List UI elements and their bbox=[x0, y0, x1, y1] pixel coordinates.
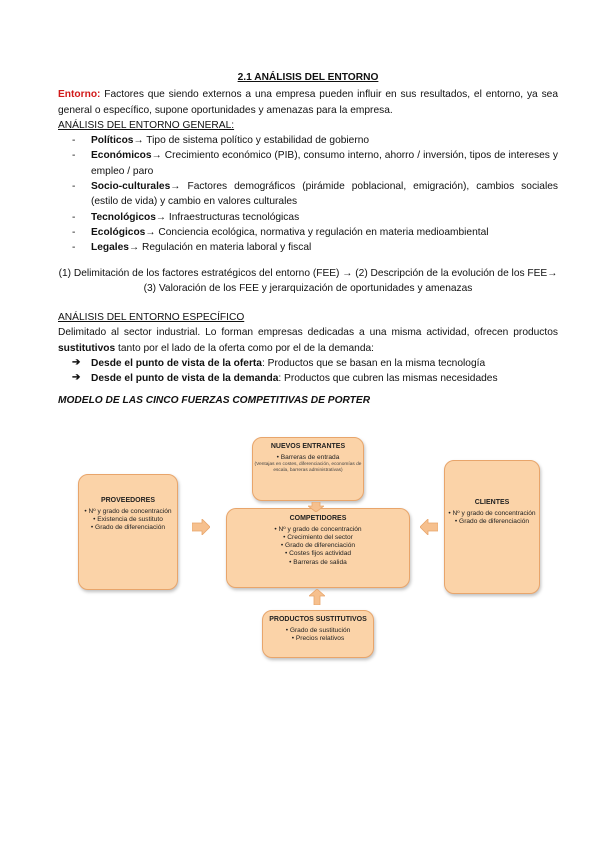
specific-paragraph: Delimitado al sector industrial. Lo forman empresas dedicadas a una misma actividad, ofrecen productos sustitutivos tanto por el lado de la oferta como por el de la demanda: bbox=[58, 327, 558, 354]
arrow-icon: ➔ bbox=[72, 357, 81, 369]
clients-title: CLIENTES bbox=[474, 499, 510, 506]
new-entrants-detail: (Ventajas en costes, diferenciación, economías de escala, barreras administrativas) bbox=[254, 461, 362, 473]
list-item: - Económicos→ Crecimiento económico (PIB), consumo interno, ahorro / inversión, tipos de intereses y empleo / paro bbox=[72, 150, 558, 177]
list-item: - Ecológicos→ Conciencia ecológica, normativa y regulación en materia medioambiental bbox=[72, 226, 489, 238]
list-item: ➔ Desde el punto de vista de la demanda: Productos que cubren las mismas necesidades bbox=[72, 372, 498, 385]
suppliers-box: PROVEEDORES • Nº y grado de concentración • Existencia de sustituto • Grado de diferenciación bbox=[78, 474, 178, 590]
list-item: - Políticos→ Tipo de sistema político y estabilidad de gobierno bbox=[72, 135, 370, 147]
substitutes-box: PRODUCTOS SUSTITUTIVOS • Grado de sustitución • Precios relativos bbox=[262, 610, 374, 658]
suppliers-title: PROVEEDORES bbox=[100, 497, 156, 504]
substitutes-title: PRODUCTOS SUSTITUTIVOS bbox=[269, 616, 367, 623]
down-arrow-icon bbox=[308, 502, 324, 512]
list-item: - Socio-culturales→ Factores demográficos (pirámide poblacional, emigración), cambios sociales (estilo de vida) y cambio en valores culturales bbox=[72, 181, 558, 208]
intro-paragraph bbox=[58, 87, 558, 118]
process-line-2: (3) Valoración de los FEE y jerarquización de oportunidades y amenazas bbox=[143, 282, 473, 294]
list-item: - Legales→ Regulación en materia laboral y fiscal bbox=[72, 242, 312, 254]
arrow-icon: ➔ bbox=[72, 372, 81, 384]
new-entrants-title: NUEVOS ENTRANTES bbox=[270, 443, 346, 450]
competitors-box: COMPETIDORES • Nº y grado de concentración • Crecimiento del sector • Grado de diferenciación • Costes fijos actividad • Barreras de salida bbox=[226, 508, 410, 588]
list-item: - Tecnológicos→ Infraestructuras tecnológicas bbox=[72, 211, 300, 223]
clients-box: CLIENTES • Nº y grado de concentración • Grado de diferenciación bbox=[444, 460, 540, 594]
intro-text: Factores que siendo externos a una empresa pueden influir en sus resultados, el entorno, ya sea general o específico, supone oportunidades y amenazas para la empresa. bbox=[58, 89, 558, 116]
list-item: ➔ Desde el punto de vista de la oferta: Productos que se basan en la misma tecnología bbox=[72, 357, 486, 370]
left-arrow-icon bbox=[420, 519, 438, 535]
page-title: 2.1 ANÁLISIS DEL ENTORNO bbox=[237, 72, 379, 83]
document-page bbox=[58, 70, 558, 408]
right-arrow-icon bbox=[192, 519, 210, 535]
general-heading: ANÁLISIS DEL ENTORNO GENERAL: bbox=[58, 119, 235, 131]
specific-heading: ANÁLISIS DEL ENTORNO ESPECÍFICO bbox=[58, 312, 245, 324]
porter-title: MODELO DE LAS CINCO FUERZAS COMPETITIVAS DE PORTER bbox=[58, 394, 371, 406]
competitors-title: COMPETIDORES bbox=[289, 515, 347, 522]
process-line-1: (1) Delimitación de los factores estratégicos del entorno (FEE) → (2) Descripción de la evolución de los FEE→ bbox=[58, 267, 558, 279]
specific-point-list bbox=[58, 356, 558, 387]
new-entrants-box: NUEVOS ENTRANTES • Barreras de entrada (Ventajas en costes, diferenciación, economías de escala, barreras administrativas) bbox=[252, 437, 364, 501]
intro-term: Entorno: bbox=[58, 89, 101, 101]
general-factor-list bbox=[58, 133, 558, 255]
up-arrow-icon bbox=[309, 589, 325, 605]
